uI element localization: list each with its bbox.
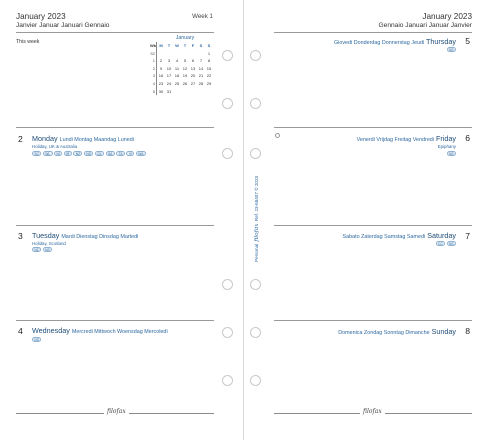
mini-calendar-day: 21 [198, 73, 204, 79]
mini-calendar-day: 13 [190, 65, 196, 71]
mini-calendar-day [173, 88, 181, 96]
mini-calendar [150, 34, 214, 95]
mini-calendar-day: 25 [174, 80, 180, 86]
region-badge: CC [436, 241, 446, 246]
region-badges [447, 151, 456, 156]
region-badge: NS [84, 151, 93, 156]
region-badge: NS [447, 241, 456, 246]
day-number: 6 [465, 133, 470, 143]
mini-calendar-week-row [150, 57, 214, 65]
mini-calendar-day: 8 [207, 58, 211, 64]
week-number: Week 1 [192, 13, 213, 20]
bullet-circle-icon [275, 133, 280, 138]
region-badges [32, 337, 41, 342]
mini-calendar-day: 6 [191, 58, 195, 64]
left-month-title: January 2023 [16, 12, 66, 21]
mini-calendar-day: 23 [158, 80, 164, 86]
mini-calendar-day: 19 [182, 73, 188, 79]
day-number: 2 [18, 134, 23, 144]
day-name: Venerdi Vrijdag Freitag Vendredi Friday [356, 134, 456, 143]
day-number: 3 [18, 231, 23, 241]
day-number: 7 [465, 231, 470, 241]
ring-hole [222, 375, 233, 386]
footer-logo: filofax [360, 408, 385, 415]
mini-calendar-day [197, 88, 205, 96]
day-name: Monday Lundi Montag Maandag Lunedi [32, 134, 134, 143]
mini-calendar-day: 4 [175, 58, 179, 64]
mini-calendar-day [197, 50, 205, 58]
ring-hole [222, 148, 233, 159]
mini-calendar-day: 14 [198, 65, 204, 71]
mini-calendar-day: 31 [166, 88, 172, 94]
header-rule [16, 32, 214, 33]
mini-calendar-week-number: 2 [150, 65, 157, 73]
mini-calendar-day: 10 [166, 65, 172, 71]
mini-calendar-day [173, 50, 181, 58]
this-week-label: This week [16, 39, 40, 45]
mini-calendar-day: 11 [174, 65, 180, 71]
region-badges [436, 241, 456, 246]
region-badge: NZ [73, 151, 82, 156]
mini-calendar-week-row [150, 65, 214, 73]
mini-calendar-header: Wk M T W T F S S [150, 43, 211, 48]
ring-hole [250, 375, 261, 386]
day-number: 4 [18, 326, 23, 336]
region-badge: NS [43, 247, 52, 252]
mini-calendar-day: 1 [207, 50, 211, 56]
ring-hole [250, 98, 261, 109]
mini-calendar-day [157, 50, 165, 58]
mini-calendar-week-number: 4 [150, 80, 157, 88]
region-badge: QL [95, 151, 104, 156]
region-badges [32, 151, 146, 156]
mini-calendar-week-number: 3 [150, 72, 157, 80]
mini-calendar-day [181, 50, 189, 58]
mini-calendar-day: 26 [182, 80, 188, 86]
day-rule-wednesday [16, 320, 214, 321]
region-badges [447, 47, 456, 52]
mini-calendar-day: 17 [166, 73, 172, 79]
mini-calendar-day: 28 [198, 80, 204, 86]
day-rule-tuesday [16, 225, 214, 226]
ring-hole [250, 50, 261, 61]
left-month-translations: Janvier Januar Januari Gennaio [16, 22, 110, 29]
mini-calendar-week-row [150, 72, 214, 80]
right-month-title: January 2023 [422, 12, 472, 21]
holiday-note: Epiphany [437, 144, 456, 149]
mini-calendar-week-row [150, 50, 214, 58]
mini-calendar-day: 5 [183, 58, 187, 64]
region-badge: IR [64, 151, 72, 156]
region-badge: NS [447, 151, 456, 156]
ring-hole [250, 279, 261, 290]
right-month-translations: Gennaio Januari Januar Janvier [378, 22, 472, 29]
mini-calendar-day: 22 [206, 73, 212, 79]
mini-calendar-day: 2 [159, 58, 163, 64]
day-name: Sabato Zaterdag Samstag Samedi Saturday [342, 231, 456, 240]
region-badge: VI [126, 151, 134, 156]
day-number: 5 [465, 36, 470, 46]
mini-calendar-week-number: 52 [150, 50, 155, 56]
day-name: Tuesday Mardi Dienstag Dinsdag Martedi [32, 231, 139, 240]
ring-hole [222, 327, 233, 338]
mini-calendar-day [189, 50, 197, 58]
mini-calendar-week-row [150, 80, 214, 88]
day-name: Domenica Zondag Sonntag Dimanche Sunday [338, 327, 456, 336]
day-name: Giovedi Donderdag Donnerstag Jeudi Thursday [333, 37, 456, 46]
region-badge: TA [116, 151, 125, 156]
mini-calendar-day [181, 88, 189, 96]
mini-calendar-day [205, 88, 213, 96]
mini-calendar-title: January [175, 35, 195, 41]
region-badge: SA [106, 151, 115, 156]
region-badge: NS [32, 337, 41, 342]
mini-calendar-week-number: 1 [150, 57, 157, 65]
region-badges [32, 247, 52, 252]
ring-hole [250, 327, 261, 338]
day-rule-saturday [274, 225, 472, 226]
mini-calendar-day: 29 [206, 80, 212, 86]
day-number: 8 [465, 326, 470, 336]
holiday-note: Holiday, Scotland [32, 241, 66, 246]
region-badge: SC [32, 151, 41, 156]
mini-calendar-day: 16 [158, 73, 164, 79]
mini-calendar-day: 27 [190, 80, 196, 86]
mini-calendar-day: 3 [167, 58, 171, 64]
mini-calendar-day: 18 [174, 73, 180, 79]
ring-hole [222, 279, 233, 290]
day-rule-friday [274, 127, 472, 128]
ring-hole [222, 50, 233, 61]
header-rule [274, 32, 472, 33]
day-rule-monday [16, 127, 214, 128]
day-rule-sunday [274, 320, 472, 321]
right-page [244, 0, 488, 440]
mini-calendar-day: 20 [190, 73, 196, 79]
mini-calendar-day: 9 [159, 65, 163, 71]
mini-calendar-day: 7 [199, 58, 203, 64]
region-badge: WA [136, 151, 146, 156]
mini-calendar-day: 24 [166, 80, 172, 86]
region-badge: WL [43, 151, 53, 156]
ring-hole [222, 98, 233, 109]
mini-calendar-day [165, 50, 173, 58]
spine-imprint: Personal filofax Ref. 23-68407 © 2023 [254, 175, 260, 262]
mini-calendar-body [150, 50, 214, 96]
region-badge: NZ [32, 247, 41, 252]
mini-calendar-day: 15 [206, 65, 212, 71]
ring-hole [250, 148, 261, 159]
mini-calendar-week-number: 5 [150, 88, 157, 96]
region-badge: NS [447, 47, 456, 52]
mini-calendar-day: 12 [182, 65, 188, 71]
mini-calendar-week-row [150, 88, 214, 96]
day-name: Wednesday Mercredi Mittwoch Woensdag Mercoledì [32, 326, 168, 335]
holiday-note: Holiday, UK & Australia [32, 144, 78, 149]
footer-logo: filofax [104, 408, 129, 415]
region-badge: NI [54, 151, 62, 156]
mini-calendar-day: 30 [158, 88, 164, 94]
mini-calendar-day [189, 88, 197, 96]
